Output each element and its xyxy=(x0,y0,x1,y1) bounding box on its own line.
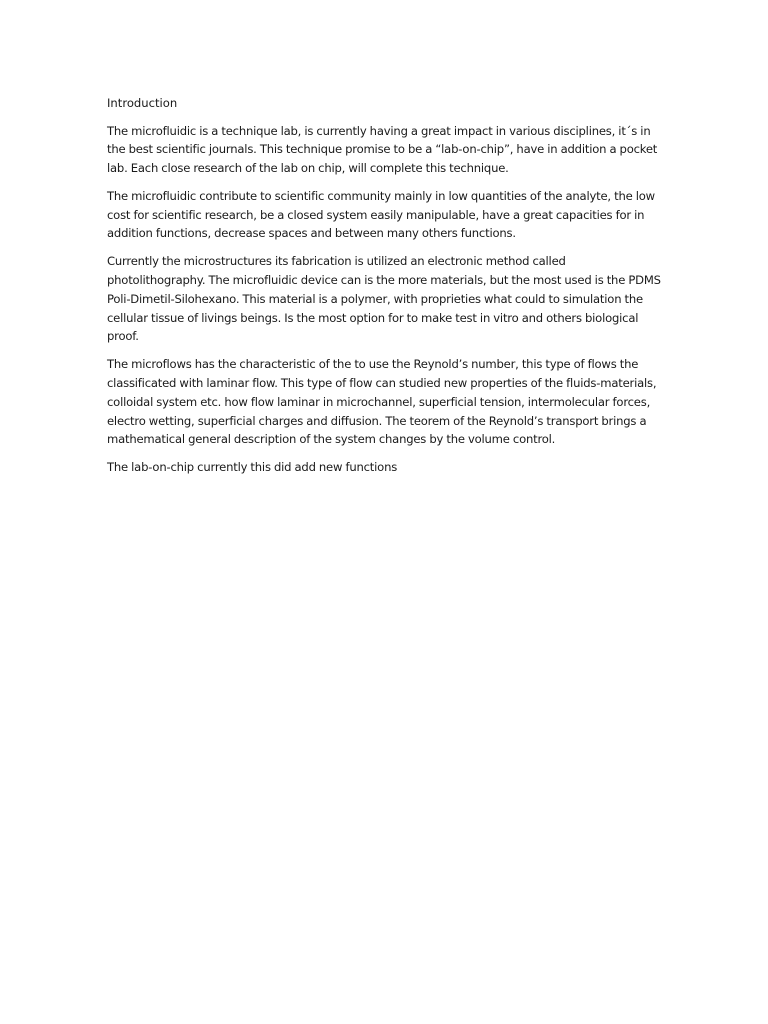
paragraph-2: The microfluidic contribute to scientific community mainly in low quantities of the analyte, the low cost for scientific research, be a closed system easily manipulable, have a great capacities for in addition functions, decrease spaces and between many others functions. xyxy=(107,188,655,241)
paragraph-5: The lab-on-chip currently this did add new functions xyxy=(107,460,398,475)
paragraph-4: The microflows has the characteristic of the to use the Reynold’s number, this type of flows the classificated with laminar flow. This type of flow can studied new properties of the fluids-materials, colloidal system etc. how flow laminar in microchannel, superficial tension, intermolecular forces, electro wetting, superficial charges and diffusion. The teorem of the Reynold’s transport brings a mathematical general description of the system changes by the volume control. xyxy=(107,357,657,447)
section-heading: Introduction xyxy=(107,96,178,110)
document-body xyxy=(107,94,667,486)
paragraph-3: Currently the microstructures its fabrication is utilized an electronic method called photolithography. The microfluidic device can is the more materials, but the most used is the PDMS Poli-Dimetil-Silohexano. This material is a polymer, with proprieties what could to simulation the cellular tissue of livings beings. Is the most option for to make test in vitro and others biological proof. xyxy=(107,254,661,344)
paragraph-1: The microfluidic is a technique lab, is currently having a great impact in various disciplines, it´s in the best scientific journals. This technique promise to be a “lab-on-chip”, have in addition a pocket lab. Each close research of the lab on chip, will complete this technique. xyxy=(107,123,658,176)
